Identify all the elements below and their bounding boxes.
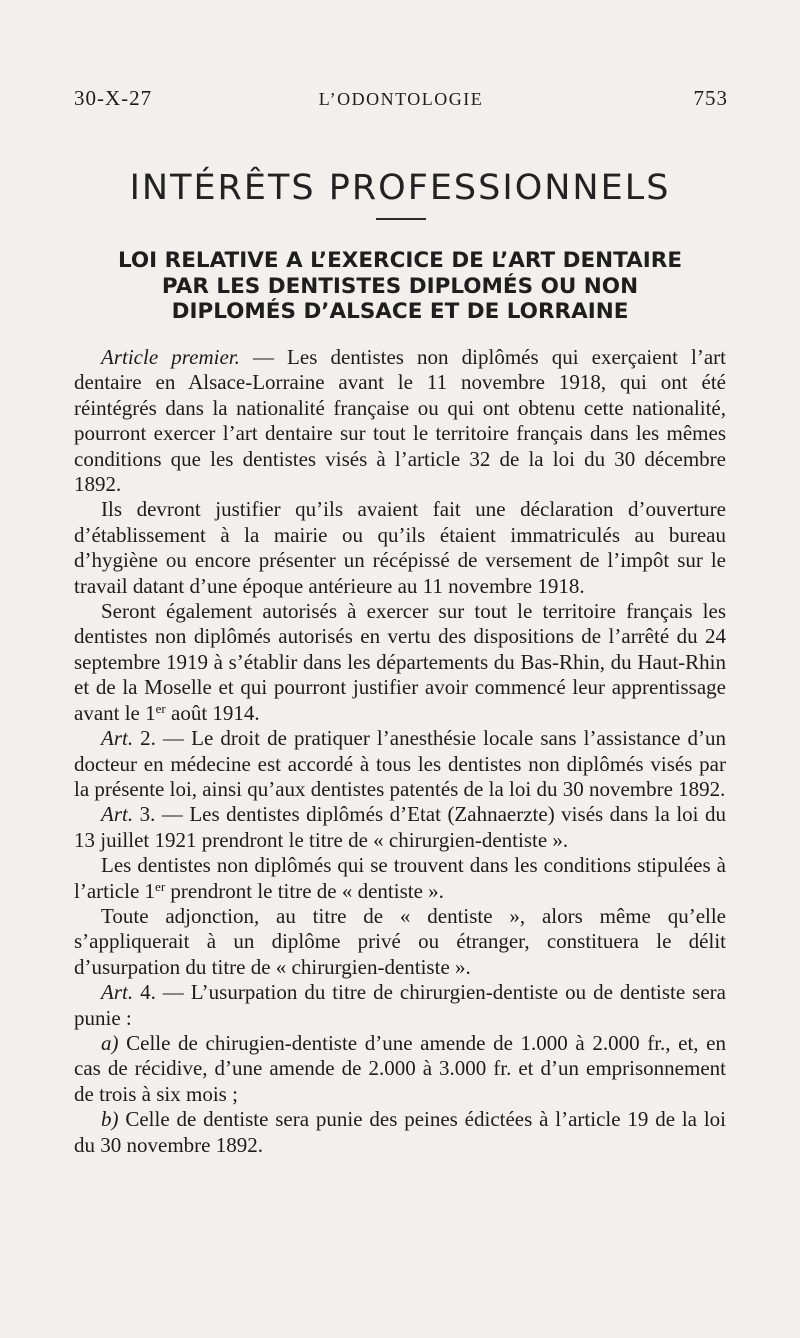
paragraph: [74, 1031, 726, 1107]
paragraph-text: août 1914.: [165, 700, 260, 725]
paragraph-text: Celle de chirugien-dentiste d’une amende de 1.000 à 2.000 fr., et, en cas de récidive, d’une amende de 2.000 à 3.000 fr. et d’un emprisonnement de trois à six mois ;: [74, 1030, 726, 1106]
article-label: Article premier.: [101, 345, 240, 369]
superscript: er: [155, 878, 166, 894]
article-label: Art.: [101, 980, 134, 1005]
section-title: INTÉRÊTS PROFESSIONNELS: [129, 168, 671, 208]
law-title: [40, 248, 760, 325]
paragraph-text: Seront également autorisés à exercer sur tout le territoire français les dentistes non diplômés autorisés en vertu des dispositions de l’arrêté du 24 septembre 1919 à s’établir dans les départements du Bas-Rhin, du Haut-Rhin et de la Moselle et qui pourront justifier avoir commencé leur apprentissage avant le 1: [74, 599, 726, 725]
law-title-line: LOI RELATIVE A L’EXERCICE DE L’ART DENTAIRE: [117, 248, 683, 273]
superscript: er: [155, 700, 166, 716]
item-label: b): [101, 1107, 119, 1132]
running-header: [74, 86, 728, 120]
paragraph-text: 3. — Les dentistes diplômés d’Etat (Zahnaerzte) visés dans la loi du 13 juillet 1921 prendront le titre de « chirurgien-dentiste ».: [74, 802, 726, 852]
paragraph-text: 2. — Le droit de pratiquer l’anesthésie locale sans l’assistance d’un docteur en médecine est accordé à tous les dentistes non diplômés visés par la présente loi, ainsi qu’aux dentistes patentés de la loi du 30 novembre 1892.: [74, 726, 726, 801]
paragraph-text: Toute adjonction, au titre de « dentiste », alors même qu’elle s’appliquerait à un diplôme privé ou étranger, constituera le délit d’usurpation du titre de « chirurgien-dentiste ».: [74, 903, 726, 979]
law-title-line: DIPLOMÉS D’ALSACE ET DE LORRAINE: [171, 299, 629, 324]
paragraph-text: Celle de dentiste sera punie des peines édictées à l’article 19 de la loi du 30 novembre 1892.: [74, 1107, 726, 1157]
journal-title: L’ODONTOLOGIE: [318, 89, 484, 109]
paragraph: [74, 345, 726, 497]
title-divider: [376, 218, 426, 220]
paragraph: [74, 980, 726, 1031]
article-label: Art.: [101, 802, 134, 827]
issue-date: 30-X-27: [74, 86, 153, 110]
paragraph-text: — Les dentistes non diplômés qui exerçaient l’art dentaire en Alsace-Lorraine avant le 11 novembre 1918, qui ont été réintégrés dans la nationalité française ou qui ont obtenu cette nationalité, pourront exercer l’art dentaire sur tout le territoire français dans les mêmes conditions que les dentistes visés à l’article 32 de la loi du 30 décembre 1892.: [74, 345, 726, 497]
paragraph: [74, 853, 726, 904]
article-body: [74, 345, 726, 1158]
paragraph-text: Ils devront justifier qu’ils avaient fait une déclaration d’ouverture d’établissement à la mairie ou qu’ils étaient immatriculés au bureau d’hygiène ou encore présenter un récépissé de versement de l’impôt sur le travail datant d’une époque antérieure au 11 novembre 1918.: [74, 497, 726, 598]
article-label: Art.: [101, 726, 134, 751]
paragraph: [74, 599, 726, 726]
paragraph: [74, 726, 726, 802]
law-title-line: PAR LES DENTISTES DIPLOMÉS OU NON: [161, 273, 639, 299]
paragraph: [74, 1107, 726, 1158]
paragraph: [74, 802, 726, 853]
paragraph-text: Les dentistes non diplômés qui se trouvent dans les conditions stipulées à l’article 1: [74, 853, 726, 903]
paragraph: [74, 497, 726, 599]
item-label: a): [101, 1030, 119, 1055]
page-number: 753: [693, 86, 728, 110]
paragraph-text: prendront le titre de « dentiste ».: [165, 878, 444, 903]
paragraph-text: 4. — L’usurpation du titre de chirurgien-dentiste ou de dentiste sera punie :: [74, 980, 726, 1030]
paragraph: [74, 904, 726, 980]
